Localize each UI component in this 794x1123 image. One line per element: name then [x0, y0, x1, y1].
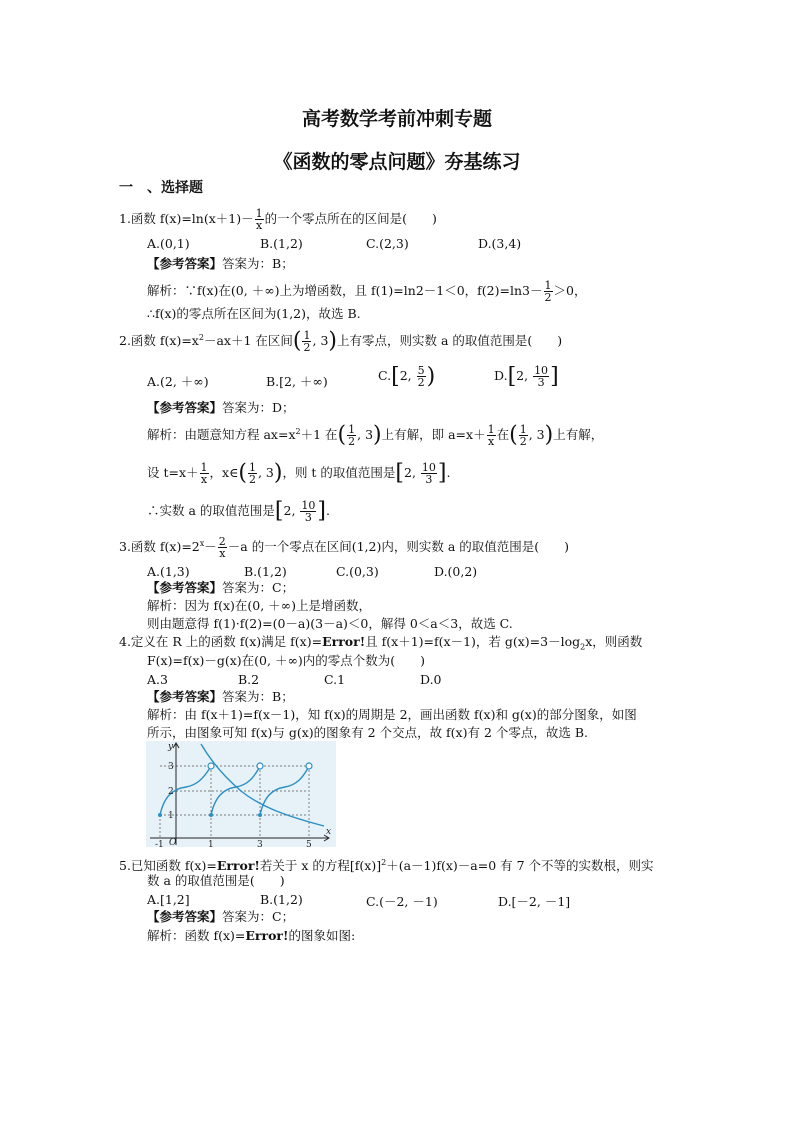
- q3-explanation-2: 则由题意得 f(1)·f(2)=(0－a)(3－a)＜0，解得 0＜a＜3，故选 C.: [147, 616, 513, 631]
- q1-answer: 【参考答案】答案为：B；: [147, 256, 294, 271]
- q4-explanation-2: 所示，由图象可知 f(x)与 g(x)的图象有 2 个交点，故 f(x)有 2 个零点，故选 B.: [147, 725, 589, 740]
- q2-option-d: D.[2, $\frac{10}{3}$ ]: [494, 364, 559, 389]
- graph-x-tick-1: 1: [208, 840, 214, 847]
- q5-option-d: D.[－2, －1]: [498, 894, 571, 909]
- q3-option-d: D.(0,2): [434, 564, 478, 579]
- q2-option-a: A.(2, ＋∞): [147, 374, 209, 389]
- q5-stem-2: 数 a 的取值范围是( ): [147, 873, 285, 888]
- q2-option-c: C.[2, $\frac{5}{2}$ ): [378, 364, 436, 389]
- graph-x-tick-neg1: -1: [155, 840, 164, 847]
- q2-explanation-3: ∴实数 a 的取值范围是[2, $\frac{10}{3}$ ].: [147, 498, 330, 524]
- q5-option-a: A.[1,2]: [147, 892, 190, 907]
- q4-option-c: C.1: [324, 672, 346, 687]
- q4-graph: [146, 741, 336, 847]
- q1-option-d: D.(3,4): [478, 236, 522, 251]
- q2-answer: 【参考答案】答案为：D；: [147, 400, 295, 415]
- q2-option-b: B.[2, ＋∞): [266, 374, 328, 389]
- q5-stem: 5.已知函数 f(x)=Error!若关于 x 的方程$[f(x)]^2+(a-1)f(x)-a=0$ 有 7 个不等的实数根，则实: [119, 858, 654, 874]
- q4-stem-2: F(x)=f(x)－g(x)在(0, ＋∞)内的零点个数为( ): [147, 653, 426, 668]
- graph-y-tick-3: 3: [168, 762, 174, 772]
- q3-option-b: B.(1,2): [244, 564, 287, 579]
- q2-explanation-2: 设 t=x＋ $\frac{1}{x}$ ，x∈( $\frac{1}{2}$ , 3)，则 t 的取值范围是[2, $\frac{10}{3}$ ].: [147, 460, 451, 486]
- fraction: $\frac{1}{x}$: [255, 207, 263, 232]
- title-sub: 《函数的零点问题》夯基练习: [273, 151, 521, 173]
- q4-stem: 4.定义在 R 上的函数 f(x)满足 f(x)=Error!且 f(x＋1)=f(x－1)，若 $g(x)=3-\log_2x$，则函数: [119, 634, 643, 652]
- fraction: $\frac{1}{2}$: [544, 279, 552, 304]
- q4-option-b: B.2: [238, 672, 260, 687]
- q4-option-d: D.0: [420, 672, 442, 687]
- q3-explanation-1: 解析：因为 f(x)在(0, ＋∞)上是增函数，: [147, 598, 371, 613]
- graph-x-label: x: [326, 827, 332, 837]
- q5-option-c: C.(－2, －1): [366, 894, 438, 909]
- graph-y-tick-2: 2: [168, 787, 174, 797]
- q1-explanation-2: ∴f(x)的零点所在区间为(1,2)，故选 B.: [147, 306, 361, 321]
- q5-option-b: B.(1,2): [260, 892, 303, 907]
- graph-y-label: y: [168, 742, 174, 752]
- q1-option-a: A.(0,1): [147, 236, 190, 251]
- section-heading: 一 、选择题: [119, 180, 203, 196]
- q4-option-a: A.3: [147, 672, 168, 687]
- title-main: 高考数学考前冲刺专题: [301, 108, 492, 130]
- q1-option-c: C.(2,3): [366, 236, 409, 251]
- graph-x-tick-3: 3: [257, 840, 263, 847]
- q4-explanation-1: 解析：由 f(x＋1)=f(x－1)，知 f(x)的周期是 2，画出函数 f(x)和 g(x)的部分图象，如图: [147, 707, 637, 722]
- q1-explanation-1: 解析：∵f(x)在(0, ＋∞)上为增函数，且 f(1)=ln2－1＜0，f(2)=ln3－ $\frac{1}{2}$ ＞0，: [147, 279, 587, 304]
- q1-stem: 1.函数 f(x)=ln(x＋1)－ $\frac{1}{x}$ 的一个零点所在的区间是( ): [119, 207, 437, 232]
- graph-x-tick-5: 5: [306, 840, 312, 847]
- q4-answer: 【参考答案】答案为：B；: [147, 689, 294, 704]
- q3-stem: 3.函数 $f(x)=2^x-$ $\frac{2}{x}$ －a 的一个零点在区间(1,2)内，则实数 a 的取值范围是( ): [119, 535, 570, 561]
- q3-option-a: A.(1,3): [147, 564, 190, 579]
- q5-answer: 【参考答案】答案为：C；: [147, 909, 295, 924]
- graph-y-tick-1: 1: [168, 811, 174, 821]
- q2-stem: 2.函数 $f(x)=x^2-ax+1$ 在区间( $\frac{1}{2}$ , 3)上有零点，则实数 a 的取值范围是( ): [119, 328, 563, 355]
- graph-origin-label: O: [169, 838, 177, 847]
- q1-option-b: B.(1,2): [260, 236, 303, 251]
- q5-explanation: 解析：函数 f(x)=Error!的图象如图:: [147, 928, 356, 943]
- q2-explanation-1: 解析：由题意知方程 $ax=x^2+1$ 在( $\frac{1}{2}$ , 3)上有解，即 a=x＋ $\frac{1}{x}$ 在( $\frac{1}{2}$ , 3)上有解，: [147, 422, 604, 449]
- graph-background: [146, 741, 336, 847]
- q3-answer: 【参考答案】答案为：C；: [147, 580, 295, 595]
- q3-option-c: C.(0,3): [336, 564, 379, 579]
